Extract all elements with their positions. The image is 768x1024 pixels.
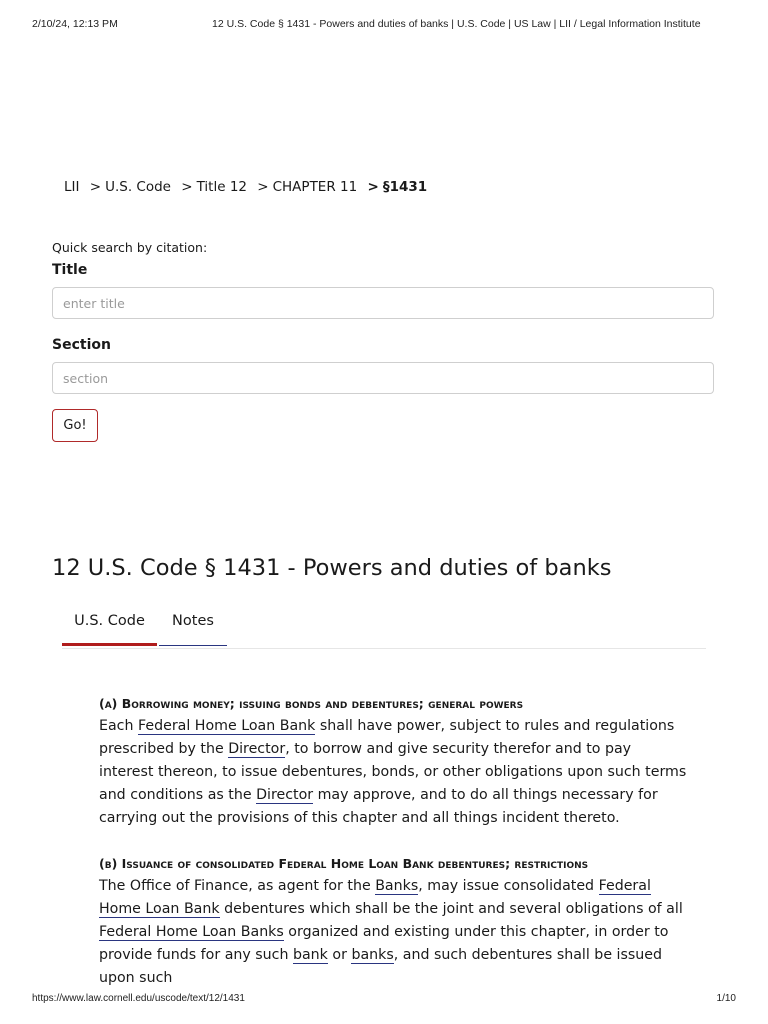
definition-link-director[interactable]: Director	[256, 787, 314, 803]
title-field-label: Title	[52, 262, 88, 278]
section-input[interactable]	[52, 362, 714, 394]
text-segment: organized and existing under this chapter, in order to provide funds for any such	[99, 924, 669, 963]
definition-link-banks[interactable]: banks	[351, 947, 394, 963]
text-segment: , to borrow and give security therefor and to pay interest thereon, to issue debentures, bonds, or other obligations upon such terms and conditions as the	[99, 741, 687, 803]
print-page-number: 1/10	[716, 993, 736, 1004]
print-page-title: 12 U.S. Code § 1431 - Powers and duties of banks | U.S. Code | US Law | LII / Legal Information Institute	[212, 18, 701, 30]
subsection-b	[99, 852, 689, 990]
subsection-b-heading: (b) Issuance of consolidated Federal Home Loan Bank debentures; restrictions	[99, 856, 589, 871]
definition-link-federal-home-loan-bank[interactable]: Federal Home Loan Bank	[99, 878, 651, 917]
definition-link-banks[interactable]: Banks	[375, 878, 419, 894]
go-button[interactable]: Go!	[52, 409, 98, 442]
definition-link-director[interactable]: Director	[228, 741, 286, 757]
tab-notes[interactable]: Notes	[159, 600, 227, 646]
breadcrumb-lii[interactable]: LII	[64, 179, 80, 195]
breadcrumb-separator: >	[257, 179, 269, 195]
text-segment: , may issue consolidated	[418, 878, 599, 894]
print-footer	[32, 993, 736, 1007]
text-segment: debentures which shall be the joint and several obligations of all	[219, 901, 683, 917]
text-segment: may approve, and to do all things necessary for carrying out the provisions of this chapter and all things incident thereto.	[99, 787, 658, 826]
subsection-a-body	[99, 715, 689, 830]
breadcrumb-separator: >	[89, 179, 102, 195]
breadcrumb-current-label: §1431	[382, 179, 428, 195]
definition-link-federal-home-loan-banks[interactable]: Federal Home Loan Banks	[99, 924, 284, 940]
breadcrumb-separator: >	[367, 179, 379, 195]
subsection-a	[99, 692, 689, 830]
text-segment: The Office of Finance, as agent for the	[99, 878, 376, 894]
print-header	[32, 18, 736, 32]
text-segment: shall have power, subject to rules and regulations prescribed by the	[99, 718, 675, 757]
subsection-a-heading: (a) Borrowing money; issuing bonds and debentures; general powers	[99, 696, 524, 711]
page-title: 12 U.S. Code § 1431 - Powers and duties of banks	[52, 555, 612, 581]
definition-link-federal-home-loan-bank[interactable]: Federal Home Loan Bank	[137, 718, 316, 734]
definition-link-bank[interactable]: bank	[292, 947, 328, 963]
breadcrumb-us-code[interactable]: U.S. Code	[105, 179, 171, 195]
quick-search-label: Quick search by citation:	[52, 240, 208, 255]
print-url: https://www.law.cornell.edu/uscode/text/12/1431	[32, 993, 245, 1004]
print-date: 2/10/24, 12:13 PM	[32, 18, 118, 30]
text-segment: , and such debentures shall be issued upon such	[99, 947, 663, 986]
tab-us-code[interactable]: U.S. Code	[62, 600, 157, 646]
subsection-b-body	[99, 875, 689, 990]
breadcrumb	[64, 179, 427, 195]
breadcrumb-chapter-11[interactable]: CHAPTER 11	[272, 179, 358, 195]
breadcrumb-separator: >	[181, 179, 193, 195]
statute-text	[99, 692, 689, 1012]
text-segment: Each	[99, 718, 138, 734]
breadcrumb-current	[362, 179, 428, 195]
tab-bar	[62, 600, 706, 649]
breadcrumb-title-12[interactable]: Title 12	[196, 179, 247, 195]
section-field-label: Section	[52, 337, 111, 353]
title-input[interactable]	[52, 287, 714, 319]
text-segment: or	[327, 947, 352, 963]
